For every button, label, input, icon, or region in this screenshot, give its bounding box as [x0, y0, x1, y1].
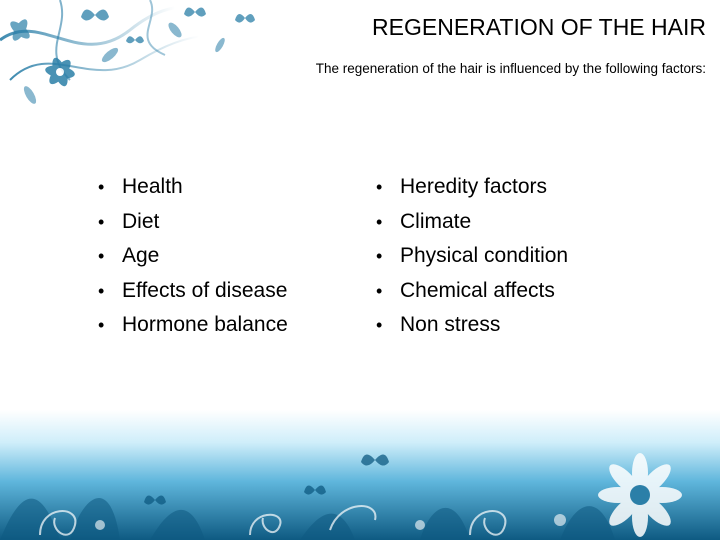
list-item	[376, 170, 568, 205]
list-item	[98, 239, 288, 274]
list-item	[376, 274, 568, 309]
list-item	[98, 205, 288, 240]
list-item-label: Effects of disease	[122, 278, 288, 302]
slide-title: REGENERATION OF THE HAIR	[372, 14, 706, 40]
bullet-icon: •	[98, 211, 105, 232]
list-item-label: Diet	[122, 209, 160, 233]
list-item-label: Chemical affects	[400, 278, 555, 302]
list-item-label: Hormone balance	[122, 313, 288, 336]
slide-subtitle: The regeneration of the hair is influenced by the following factors:	[315, 61, 706, 76]
list-item	[376, 239, 568, 274]
bullet-icon: •	[376, 280, 383, 301]
list-item-label: Heredity factors	[400, 175, 548, 198]
bullet-icon: •	[376, 177, 383, 197]
left-factor-list	[98, 170, 288, 343]
list-item-label: Physical condition	[400, 244, 569, 267]
list-item	[98, 274, 288, 309]
list-item	[98, 170, 288, 205]
bullet-icon: •	[376, 315, 383, 335]
list-item-label: Non stress	[400, 313, 501, 336]
bullet-icon: •	[98, 315, 105, 335]
bullet-icon: •	[98, 280, 105, 301]
list-item	[98, 308, 288, 343]
list-item-label: Health	[122, 175, 183, 198]
bottom-floral-decoration	[0, 410, 720, 540]
list-item	[376, 308, 568, 343]
list-item	[376, 205, 568, 240]
bullet-icon: •	[98, 246, 105, 266]
bullet-icon: •	[98, 177, 105, 197]
list-item-label: Climate	[400, 209, 472, 233]
right-factor-list	[376, 170, 568, 343]
list-item-label: Age	[122, 244, 160, 267]
bullet-icon: •	[376, 211, 383, 232]
bullet-icon: •	[376, 246, 383, 266]
